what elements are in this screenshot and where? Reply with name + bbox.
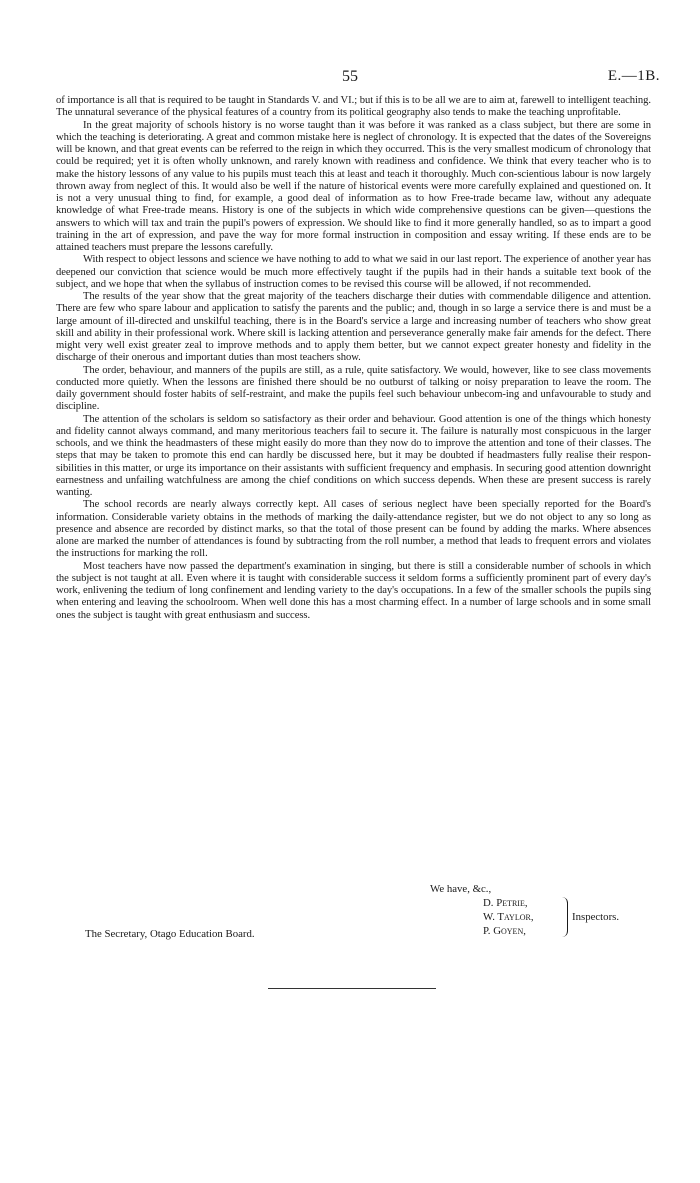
paragraph-object-lessons: With respect to object lessons and science we have nothing to add to what we said in our last report. The experience of another year has deepened our conviction that science would be much more effectively taught if the pupils had in their hands a suitable text book of the subject, and we hope that when the syllabus of instruction comes to be revised this course will be allowed, if not recommended. xyxy=(56,254,651,290)
paragraph-history: In the great majority of schools history is no worse taught than it was before it was ranked as a class subject, but there are some in which the teaching is deteriorating. A great and common mistake here is neglect of chronology. It is expected that the dates of the Sovereigns will be known, and that great events can be referred to the reign in which they occurred. This is the very smallest modicum of chronology that could be required; yet it is often wholly unknown, and rarely known with readiness and confidence. We think that every teacher who is to make the history lessons of any value to his pupils must teach this at least and teach it thoroughly. Much con-scientious labour is now largely thrown away from neglect of this. It would also be well if the nature of historical events were more carefully explained and questioned on. It is not a very unusual thing to find, for example, a good deal of information as to how Free-trade became law, without any adequate knowledge of what Free-trade means. History is one of the subjects in which wide comprehensive questions can be given—questions the answers to which will tax and train the pupil's powers of expression. We should like to find it more generally handled, so as to impart a good training in the art of expression, and pave the way for more formal instruction in composition and essay writing. If these ends are to be attained teachers must prepare the lessons carefully. xyxy=(56,119,651,253)
page-header xyxy=(0,68,700,88)
signatory-name: W. Taylor, xyxy=(483,911,534,923)
signature-block xyxy=(0,882,700,952)
document-reference: E.—1B. xyxy=(607,68,660,84)
salutation: We have, &c., xyxy=(430,883,492,895)
paragraph-attention: The attention of the scholars is seldom so satisfactory as their order and behaviour. Good attention is one of the things which honesty and fidelity cannot always command, and many meritorious teachers fail to secure it. The failure is naturally most conspicuous in the larger schools, and we think the headmasters of these might easily do more than they now do to improve the attention and tone of their classes. The steps that may be taken to promote this end can hardly be discussed here, but it may be doubted if headmasters fully realise their respon-sibilities in this matter, or urge its importance on their assistants with sufficient frequency and emphasis. In securing good attention downright earnestness and unfailing watchfulness are among the chief conditions on which success depends. When these are present success is rarely wanting. xyxy=(56,413,651,498)
paragraph-school-records: The school records are nearly always correctly kept. All cases of serious neglect have been specially reported for the Board's information. Considerable variety obtains in the methods of marking the daily-attendance register, but we do not object to any so long as presence and absence are recorded by distinct marks, so that the total of those present can be found by adding the marks. Where absences alone are marked the number of attendances is found by subtracting from the roll number, a method that leads to frequent errors and violates the instructions for marking the roll. xyxy=(56,499,651,560)
signatory-role: Inspectors. xyxy=(572,911,620,923)
page-number: 55 xyxy=(342,68,358,85)
addressee: The Secretary, Otago Education Board. xyxy=(85,928,255,940)
paragraph-singing: Most teachers have now passed the department's examination in singing, but there is still a considerable number of schools in which the subject is not taught at all. Even where it is taught with considerable success it seldom forms a sufficiently prominent part of every day's work, enlivening the tedium of long confinement and lending variety to the day's occupations. In a few of the smaller schools the pupils sing when entering and leaving the schoolroom. When well done this has a most charming effect. In a number of large schools and in some small ones the subject is taught with great enthusiasm and success. xyxy=(56,560,651,621)
paragraph-geography: of importance is all that is required to be taught in Standards V. and VI.; but if this is to be all we are to aim at, farewell to intelligent teaching. The unnatural severance of the physical features of a country from its political geography also tends to make the teaching unprofitable. xyxy=(56,95,651,119)
signatory-list xyxy=(483,896,534,938)
signatory-brace xyxy=(562,897,568,937)
signatory-name: D. Petrie, xyxy=(483,897,528,909)
paragraph-teachers-results: The results of the year show that the great majority of the teachers discharge their duties with commendable diligence and attention. There are few who spare labour and application to satisfy the parents and the public; and, though in so large a service there is and must be a large amount of ill-directed and unskilful teaching, there is in the Board's service a large and increasing number of teachers who show great skill and ability in their professional work. Where skill is lacking attention and perseverance generally make fair amends for the defect. There might very well exist greater zeal to improve methods and to apply them better, but we cannot expect greater honesty and fidelity in the discharge of their onerous and important duties than most teachers show. xyxy=(56,291,651,364)
report-body xyxy=(56,95,651,622)
signatory-name: P. Goyen, xyxy=(483,925,526,937)
closing-rule xyxy=(268,988,436,989)
paragraph-order-behaviour: The order, behaviour, and manners of the pupils are still, as a rule, quite satisfactory. We would, however, like to see class movements conducted more quietly. When the lessons are finished there should be no outburst of talking or noisy preparation to leave the room. The daily government should foster habits of self-restraint, and make the pupils feel such behaviour unbecom-ing and unfavourable to study and discipline. xyxy=(56,364,651,413)
